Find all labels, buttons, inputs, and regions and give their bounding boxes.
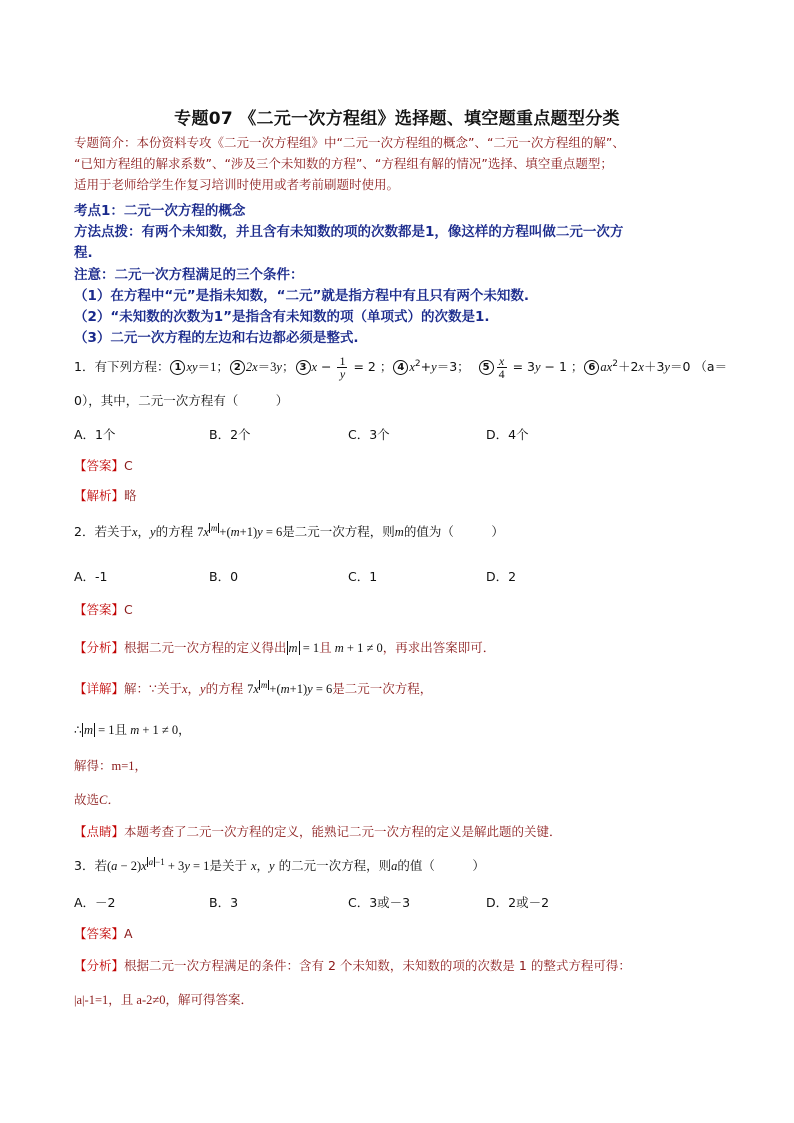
option-a[interactable]: A．-1	[74, 569, 108, 584]
fenxi-label: 【分析】	[74, 640, 125, 655]
stem-text: 若	[94, 858, 107, 873]
option-a[interactable]: A．1个	[74, 427, 116, 442]
intro-line-2: “已知方程组的解求系数”、“涉及三个未知数的方程”、“方程组有解的情况”选择、填空重点题型；	[74, 156, 613, 171]
fenxi-text: ，解可得答案．	[165, 992, 253, 1007]
stem-text: 的值（ ）	[397, 858, 485, 873]
detail-row	[74, 679, 432, 697]
variable-x: x	[181, 682, 188, 696]
fraction: $\frac{x}{4}$	[498, 354, 505, 381]
therefore-equation: m = 1且 m + 1 ≠ 0，	[83, 723, 191, 737]
circled-number-icon: 1	[170, 360, 185, 375]
answer-row	[74, 924, 133, 942]
detail-text: 解：∵关于	[124, 681, 182, 696]
equation-4: x	[409, 360, 415, 374]
option-b[interactable]: B．2个	[209, 427, 251, 442]
stem-text: 的方程	[155, 524, 194, 539]
fenxi-row	[74, 638, 495, 656]
fenxi-equation: m = 1且 m + 1 ≠ 0	[288, 641, 383, 655]
comma: ，	[137, 524, 151, 539]
detail-text: 是二元一次方程，	[332, 681, 433, 696]
variable-y: y	[150, 525, 156, 539]
equation-2: 2x	[245, 360, 258, 374]
choose-value: C．	[99, 793, 120, 807]
condition-3: （3）二元一次方程的左边和右边都必须是整式.	[74, 330, 359, 346]
answer-value: A	[124, 926, 133, 941]
analysis-text: 略	[124, 488, 137, 503]
analysis-label: 【解析】	[74, 488, 125, 503]
method-tip-line-1: 方法点拨：有两个未知数，并且含有未知数的项的次数都是1，像这样的方程叫做二元一次方	[74, 224, 624, 240]
circled-number-icon: 3	[296, 360, 311, 375]
solve-row	[74, 756, 147, 774]
detail-text: 的方程	[205, 681, 244, 696]
circled-number-icon: 4	[393, 360, 408, 375]
stem-text: 是关于	[209, 858, 247, 873]
question-1-stem-line-2: 0），其中，二元一次方程有（ ）	[74, 393, 289, 408]
choose-label: 故选	[74, 792, 100, 807]
question-prefix: 有下列方程：	[94, 359, 170, 374]
therefore-row	[74, 720, 191, 738]
equation-1: xy	[186, 360, 198, 374]
answer-label: 【答案】	[74, 458, 125, 473]
intro-line-3: 适用于老师给学生作复习培训时使用或者考前刷题时使用。	[74, 177, 400, 192]
question-number: 2．	[74, 524, 95, 539]
fraction: $\frac{1}{y}$	[339, 354, 346, 381]
fenxi-row	[74, 956, 631, 974]
answer-label: 【答案】	[74, 926, 125, 941]
stem-text: 若关于	[94, 524, 132, 539]
equation: 7x $^m$ +(m+1)y = 6	[197, 522, 283, 539]
fenxi-text: ，再求出答案即可．	[382, 640, 496, 655]
dianjing-text: 本题考查了二元一次方程的定义，能熟记二元一次方程的定义是解此题的关键．	[124, 824, 562, 839]
fenxi-equation: |a|-1=1，且 a-2≠0	[74, 993, 166, 1007]
variable-a: a	[391, 859, 398, 873]
option-b[interactable]: B．3	[209, 895, 239, 910]
option-c[interactable]: C．3个	[348, 427, 390, 442]
circled-number-icon: 6	[584, 360, 599, 375]
document-title: 专题07 《二元一次方程组》选择题、填空题重点题型分类	[174, 109, 620, 129]
stem-text: 的值为（ ）	[403, 524, 504, 539]
note-heading: 注意：二元一次方程满足的三个条件：	[74, 267, 304, 283]
intro-line-1: 专题简介：本份资料专攻《二元一次方程组》中“二元一次方程组的概念”、“二元一次方程组的解”、	[74, 135, 625, 150]
method-tip-line-2: 程.	[74, 245, 93, 261]
option-d[interactable]: D．2或－2	[486, 895, 550, 910]
variable-x: x	[131, 525, 138, 539]
answer-label: 【答案】	[74, 602, 125, 617]
equation: 7x $^m$ +(m+1)y = 6	[247, 679, 333, 696]
question-number: 1．	[74, 359, 95, 374]
condition-1: （1）在方程中“元”是指未知数，“二元”就是指方程中有且只有两个未知数.	[74, 288, 530, 304]
fenxi-label: 【分析】	[74, 958, 125, 973]
question-3-stem	[74, 856, 485, 874]
answer-value: C	[124, 458, 133, 473]
comma: ，	[256, 858, 270, 873]
variable-y: y	[269, 859, 275, 873]
fenxi-row-2	[74, 990, 253, 1008]
choose-row	[74, 790, 120, 808]
option-a[interactable]: A．－2	[74, 895, 116, 910]
option-c[interactable]: C．3或－3	[348, 895, 411, 910]
dianjing-row	[74, 822, 562, 840]
stem-text: 的二元一次方程，则	[278, 858, 392, 873]
analysis-row	[74, 486, 137, 504]
fenxi-text: 根据二元一次方程的定义得出	[124, 640, 287, 655]
answer-row	[74, 456, 133, 474]
dianjing-label: 【点睛】	[74, 824, 125, 839]
answer-row	[74, 600, 133, 618]
equation-6: ax	[600, 360, 613, 374]
option-b[interactable]: B．0	[209, 569, 239, 584]
solve-label: 解得：	[74, 758, 112, 773]
question-1-stem: 1．有下列方程： 1 xy＝1； 2 2x＝3y； 3 x − $\frac{1}{y}$ = 2 ； 4 $x^2+y=3$； 5 $\frac{x}{4}$ = 3y − 1 ； 6 $ax^2+2x+3y=0$ （a＝	[74, 354, 728, 381]
detail-label: 【详解】	[74, 681, 125, 696]
variable-m: m	[394, 525, 404, 539]
option-c[interactable]: C．1	[348, 569, 378, 584]
answer-value: C	[124, 602, 133, 617]
fenxi-text: 根据二元一次方程满足的条件：含有 2 个未知数，未知数的项的次数是 1 的整式方程可得：	[124, 958, 631, 973]
circled-number-icon: 5	[479, 360, 494, 375]
question-stem-tail: （a＝	[694, 359, 728, 374]
therefore-symbol: ∴	[74, 722, 82, 737]
question-2-stem	[74, 522, 504, 540]
question-number: 3．	[74, 858, 95, 873]
comma: ，	[187, 681, 201, 696]
option-d[interactable]: D．4个	[486, 427, 529, 442]
variable-y: y	[200, 682, 206, 696]
equation: (a − 2)x $^{a -1}$ + 3y = 1	[106, 856, 210, 873]
solve-equation: m=1，	[111, 759, 148, 773]
section-heading: 考点1：二元一次方程的概念	[74, 203, 246, 219]
condition-2: （2）“未知数的次数为1”是指含有未知数的项（单项式）的次数是1.	[74, 309, 490, 325]
option-d[interactable]: D．2	[486, 569, 517, 584]
stem-text: 是二元一次方程，则	[282, 524, 395, 539]
circled-number-icon: 2	[230, 360, 245, 375]
variable-x: x	[250, 859, 257, 873]
equation-3: x	[311, 360, 318, 374]
